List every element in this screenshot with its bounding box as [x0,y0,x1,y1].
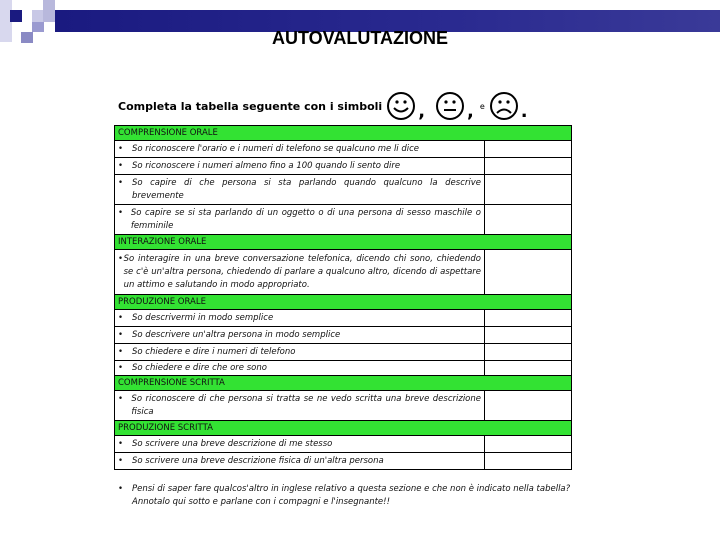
skill-text: • So scrivere una breve descrizione di me stesso [115,436,485,453]
neutral-face-icon [435,91,465,121]
skill-text: • So capire di che persona si sta parlando quando qualcuno la descrive brevemente [115,175,485,205]
symbol-cell[interactable] [485,361,572,376]
table-row [115,310,572,327]
table-row [115,158,572,175]
table-row [115,175,572,205]
bullet-icon: • [118,362,124,373]
skill-text: • So chiedere e dire che ore sono [115,361,485,376]
and-text: e [479,101,485,111]
sad-face-icon [489,91,519,121]
section-label: COMPRENSIONE SCRITTA [115,376,572,391]
symbol-cell[interactable] [485,327,572,344]
bullet-icon: • [118,207,124,218]
instruction-text: Completa la tabella seguente con i simboli [118,99,383,113]
section-header [115,421,572,436]
bullet-icon: • [118,393,124,404]
bullet-icon: • [118,177,124,188]
table-row [115,391,572,421]
symbol-cell[interactable] [485,158,572,175]
bullet-icon: • [118,346,124,357]
section-header [115,295,572,310]
skill-text: • So chiedere e dire i numeri di telefono [115,344,485,361]
skill-text: • So riconoscere l'orario e i numeri di telefono se qualcuno me li dice [115,141,485,158]
self-assessment-table [114,125,572,470]
table-row [115,453,572,470]
skill-text: • So descrivermi in modo semplice [115,310,485,327]
section-label: PRODUZIONE ORALE [115,295,572,310]
symbol-cell[interactable] [485,453,572,470]
skill-text: • So descrivere un'altra persona in modo semplice [115,327,485,344]
section-header [115,235,572,250]
section-header [115,126,572,141]
comma-mark: , [418,101,426,122]
period-mark: . [520,101,528,122]
symbol-cell[interactable] [485,205,572,235]
comma-mark: , [467,101,474,122]
symbol-cell[interactable] [485,310,572,327]
symbol-cell[interactable] [485,175,572,205]
section-label: INTERAZIONE ORALE [115,235,572,250]
symbol-cell[interactable] [485,344,572,361]
symbol-cell[interactable] [485,391,572,421]
bullet-icon: • [118,143,124,154]
table-row [115,205,572,235]
symbol-cell[interactable] [485,436,572,453]
instruction [118,90,534,122]
table-row [115,436,572,453]
skill-text: • So riconoscere i numeri almeno fino a 100 quando li sento dire [115,158,485,175]
section-label: PRODUZIONE SCRITTA [115,421,572,436]
table-row [115,327,572,344]
bullet-icon: • [118,329,124,340]
skill-text: • So scrivere una breve descrizione fisica di un'altra persona [115,453,485,470]
symbol-cell[interactable] [485,141,572,158]
bullet-icon: • [118,253,124,264]
table-row [115,250,572,295]
page-title: AUTOVALUTAZIONE [272,28,448,48]
bullet-icon: • [118,438,124,449]
symbol-cell[interactable] [485,250,572,295]
happy-face-icon [386,91,416,121]
skill-text: • So riconoscere di che persona si tratta se ne vedo scritta una breve descrizione fisica [115,391,485,421]
table-row [115,344,572,361]
extra-note: • Pensi di saper fare qualcos'altro in inglese relativo a questa sezione e che non è indicato nella tabella? Annotalo qui sotto e parlane con i compagni e l'insegnante!! [118,484,571,507]
section-label: COMPRENSIONE ORALE [115,126,572,141]
table-row [115,361,572,376]
table-row [115,141,572,158]
bullet-icon: • [118,484,124,494]
skill-text: • So capire se si sta parlando di un oggetto o di una persona di sesso maschile o femminile [115,205,485,235]
bullet-icon: • [118,312,124,323]
section-header [115,376,572,391]
bullet-icon: • [118,160,124,171]
skill-text: • So interagire in una breve conversazione telefonica, dicendo chi sono, chiedendo se c'è un'altra persona, chiedendo di parlare a qualcuno altro, dicendo di aspettare un attimo e salutando in modo appropriato. [115,250,485,295]
bullet-icon: • [118,455,124,466]
